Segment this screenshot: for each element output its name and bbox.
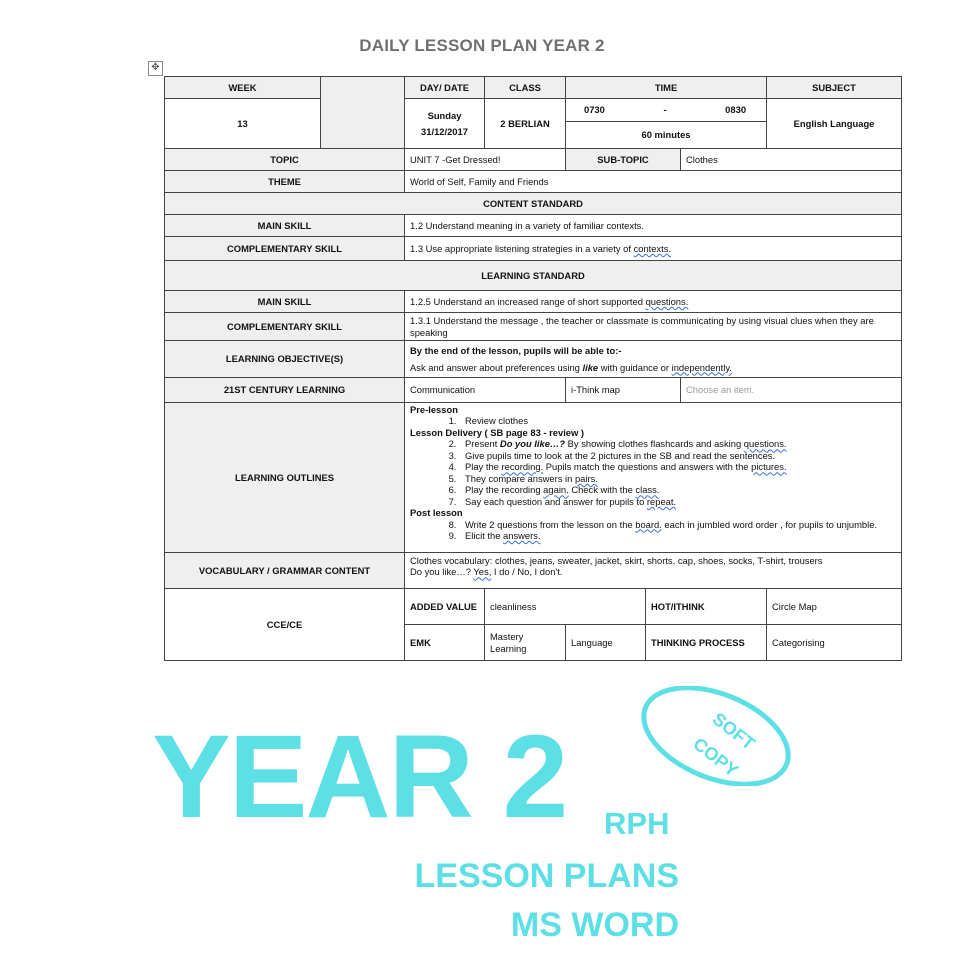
objective-intro: By the end of the lesson, pupils will be able to:- [410,345,622,357]
table-move-handle-icon[interactable]: ✥ [148,61,163,76]
delivery-item: 5. They compare answers in pairs. [459,473,896,484]
post-lesson-item: 9. Elicit the answers. [459,530,896,541]
week-value[interactable]: 13 [165,99,321,149]
class-value[interactable]: 2 BERLIAN [485,99,566,149]
added-value-label: ADDED VALUE [405,589,485,625]
objective-value[interactable] [405,341,902,378]
post-lesson-item: 8. Write 2 questions from the lesson on the board. each in jumbled word order , for pupils to unjumble. [459,519,896,530]
cs-comp-text: 1.3 Use appropriate listening strategies in a variety of [410,242,634,254]
objective-part-a: Ask and answer about preferences using [410,361,583,373]
emk-mastery[interactable]: Mastery Learning [485,625,566,661]
objective-flagged-word: independently. [671,361,732,373]
day-date-value[interactable] [405,99,485,149]
header-values-row [165,99,902,149]
delivery-item: 2. Present Do you like…? By showing clothes flashcards and asking questions. [459,438,896,449]
hot-value[interactable]: Circle Map [767,589,902,625]
ls-main-value[interactable] [405,291,902,313]
time-end: 0830 [725,104,747,115]
vocab-row [165,553,902,589]
hot-label: HOT/ITHINK [646,589,767,625]
post-lesson-list [410,519,896,542]
emk-label: EMK [405,625,485,661]
theme-value[interactable]: World of Self, Family and Friends [405,171,902,193]
post-lesson-label: Post lesson [410,507,463,519]
c21-communication[interactable]: Communication [405,378,566,403]
subject-value[interactable]: English Language [767,99,902,149]
topic-label: TOPIC [165,149,405,171]
delivery-item: 6. Play the recording again. Check with the class. [459,484,896,495]
delivery-item: 7. Say each question and answer for pupils to repeat. [459,496,896,507]
day-date-label: DAY/ DATE [405,77,485,99]
ls-main-label: MAIN SKILL [165,291,405,313]
objective-part-b: with guidance or [598,361,672,373]
promo-line-2: MS WORD [510,906,679,944]
ls-comp-value[interactable]: 1.3.1 Understand the message , the teacher or classmate is communicating by using visual clues when they are speaking [405,313,902,341]
pre-lesson-item: 1. Review clothes [459,415,896,426]
content-standard-row [165,193,902,215]
ls-main-text: 1.2.5 Understand an increased range of short supported [410,295,646,307]
date-value: 31/12/2017 [421,125,468,137]
c21-row [165,378,902,403]
topic-value[interactable]: UNIT 7 -Get Dressed! [405,149,566,171]
cs-comp-label: COMPLEMENTARY SKILL [165,237,405,261]
c21-ithink[interactable]: i-Think map [566,378,681,403]
pre-lesson-list [410,415,896,426]
cs-comp-value[interactable] [405,237,902,261]
outlines-row [165,403,902,553]
vocab-line-1: Clothes vocabulary: clothes, jeans, sweater, jacket, skirt, shorts, cap, shoes, socks, T-shirt, trousers [410,555,823,566]
theme-row [165,171,902,193]
cs-main-row [165,215,902,237]
subtopic-value[interactable]: Clothes [681,149,902,171]
subtopic-label: SUB-TOPIC [566,149,681,171]
theme-label: THEME [165,171,405,193]
header-row [165,77,902,99]
stamp-line-2: COPY [689,733,742,781]
cs-comp-row [165,237,902,261]
time-separator: - [663,104,667,115]
time-value-cell[interactable] [566,99,767,149]
vocab-value[interactable] [405,553,902,589]
objective-label: LEARNING OBJECTIVE(S) [165,341,405,378]
promo-tag: RPH [604,806,670,841]
cce-label: CCE/CE [165,589,405,661]
time-range [566,99,766,122]
learning-standard-label: LEARNING STANDARD [165,261,902,291]
cs-main-value[interactable]: 1.2 Understand meaning in a variety of familiar contexts. [405,215,902,237]
soft-copy-stamp [634,686,798,786]
lesson-plan-table [164,76,902,661]
added-value[interactable]: cleanliness [485,589,646,625]
duration: 60 minutes [641,129,691,140]
topic-row [165,149,902,171]
vocab-line-2: Do you like…? Yes, I do / No, I don't. [410,566,563,578]
outlines-label: LEARNING OUTLINES [165,403,405,553]
delivery-item: 3. Give pupils time to look at the 2 pictures in the SB and read the sentences. [459,450,896,461]
subject-label: SUBJECT [767,77,902,99]
blank-cell [321,77,405,149]
week-label: WEEK [165,77,321,99]
class-label: CLASS [485,77,566,99]
cce-row-1 [165,589,902,625]
day-value: Sunday [427,110,462,122]
outlines-content[interactable] [405,403,902,553]
cs-comp-flagged-word: contexts. [633,242,672,254]
delivery-list [410,438,896,507]
learning-standard-row [165,261,902,291]
promo-line-1: LESSON PLANS [414,857,679,895]
ls-main-row [165,291,902,313]
emk-language[interactable]: Language [566,625,646,661]
promo-headline: YEAR 2 [152,711,567,843]
document-title: DAILY LESSON PLAN YEAR 2 [359,36,605,55]
ls-main-flagged-word: questions. [645,295,689,307]
c21-label: 21ST CENTURY LEARNING [165,378,405,403]
ls-comp-label: COMPLEMENTARY SKILL [165,313,405,341]
thinking-label: THINKING PROCESS [646,625,767,661]
time-start: 0730 [584,104,605,115]
thinking-value[interactable]: Categorising [767,625,902,661]
stamp-line-1: SOFT [708,708,759,754]
objective-row [165,341,902,378]
ls-comp-row [165,313,902,341]
delivery-item: 4. Play the recording. Pupils match the questions and answers with the pictures. [459,461,896,472]
cs-main-label: MAIN SKILL [165,215,405,237]
content-standard-label: CONTENT STANDARD [165,193,902,215]
objective-like: like [582,361,599,373]
time-label: TIME [566,77,767,99]
pre-lesson-label: Pre-lesson [410,404,458,415]
c21-choose-item-dropdown[interactable]: Choose an item. [681,378,902,403]
objective-text [410,362,896,373]
vocab-label: VOCABULARY / GRAMMAR CONTENT [165,553,405,589]
delivery-label: Lesson Delivery ( SB page 83 - review ) [410,426,585,438]
